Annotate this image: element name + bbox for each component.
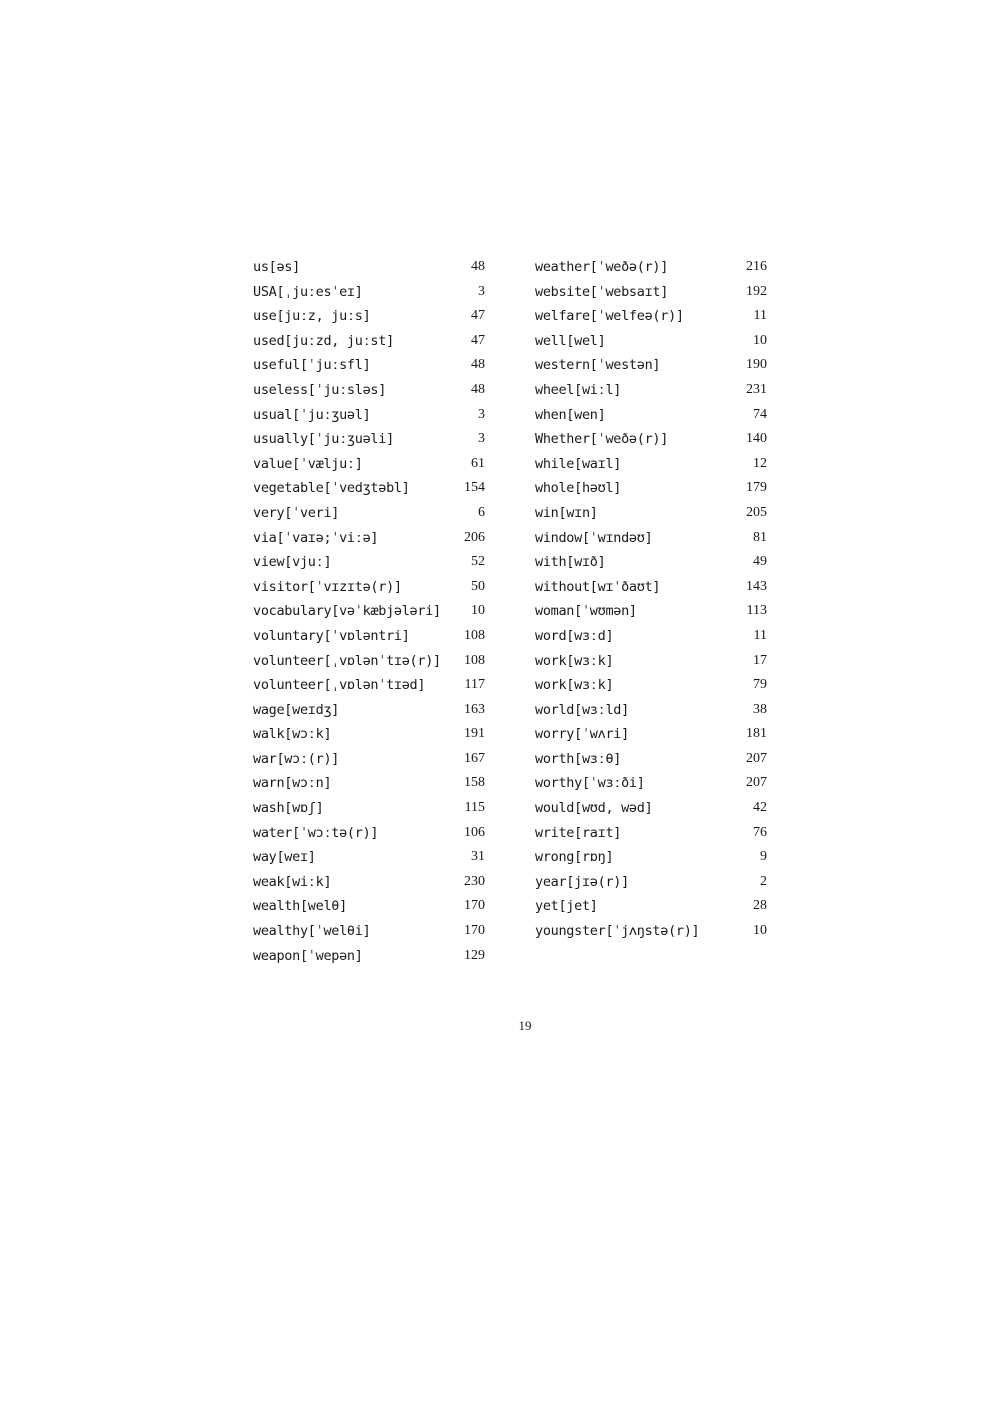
entry-word: use[juːz, juːs] [253, 308, 371, 325]
entry-word: work[wɜːk] [535, 652, 614, 669]
glossary-entry [253, 673, 485, 698]
entry-word: win[wɪn] [535, 504, 598, 521]
entry-page-ref: 3 [478, 406, 485, 422]
entry-page-ref: 192 [746, 283, 767, 299]
entry-word: wealthy[ˈwelθi] [253, 923, 371, 940]
glossary-entry [535, 501, 767, 526]
glossary-entry [535, 796, 767, 821]
entry-page-ref: 3 [478, 431, 485, 447]
entry-word: very[ˈveri] [253, 504, 340, 521]
entry-page-ref: 2 [760, 873, 767, 889]
glossary-entry [535, 649, 767, 674]
entry-word: whole[həʊl] [535, 480, 622, 497]
glossary-entry [253, 845, 485, 870]
glossary-entry [535, 698, 767, 723]
entry-word: would[wʊd, wəd] [535, 800, 653, 817]
entry-page-ref: 181 [746, 726, 767, 742]
entry-word: wealth[welθ] [253, 898, 347, 915]
glossary-entry [535, 599, 767, 624]
glossary-entry [253, 919, 485, 944]
glossary-entry [535, 771, 767, 796]
entry-word: Whether[ˈweðə(r)] [535, 431, 669, 448]
entry-page-ref: 12 [753, 455, 767, 471]
glossary-entry [253, 649, 485, 674]
glossary-entry [253, 796, 485, 821]
entry-word: weak[wiːk] [253, 873, 332, 890]
entry-word: vocabulary[vəˈkæbjələri] [253, 603, 441, 620]
entry-page-ref: 10 [753, 923, 767, 939]
glossary-entry [535, 747, 767, 772]
entry-word: used[juːzd, juːst] [253, 332, 394, 349]
glossary-entry [535, 452, 767, 477]
page-number: 19 [518, 1018, 532, 1033]
glossary-entry [253, 280, 485, 305]
entry-page-ref: 117 [464, 677, 485, 693]
entry-word: woman[ˈwʊmən] [535, 603, 637, 620]
entry-page-ref: 3 [478, 283, 485, 299]
glossary-entry [535, 255, 767, 280]
glossary-entry [253, 255, 485, 280]
entry-page-ref: 31 [471, 849, 485, 865]
entry-page-ref: 42 [753, 800, 767, 816]
entry-page-ref: 167 [464, 750, 485, 766]
entry-page-ref: 81 [753, 529, 767, 545]
entry-word: usual[ˈjuːʒuəl] [253, 406, 371, 423]
entry-word: year[jɪə(r)] [535, 873, 629, 890]
entry-word: walk[wɔːk] [253, 726, 332, 743]
entry-word: yet[jet] [535, 898, 598, 915]
glossary-entry [253, 894, 485, 919]
entry-word: visitor[ˈvɪzɪtə(r)] [253, 578, 402, 595]
glossary-entry [253, 403, 485, 428]
entry-word: way[weɪ] [253, 849, 316, 866]
glossary-entry [253, 329, 485, 354]
entry-page-ref: 129 [464, 947, 485, 963]
entry-page-ref: 17 [753, 652, 767, 668]
entry-word: while[waɪl] [535, 455, 622, 472]
entry-word: via[ˈvaɪə;ˈviːə] [253, 529, 379, 546]
entry-page-ref: 74 [753, 406, 767, 422]
entry-page-ref: 154 [464, 480, 485, 496]
glossary-entry [535, 378, 767, 403]
entry-word: wage[weɪdʒ] [253, 701, 340, 718]
glossary-entry [535, 476, 767, 501]
entry-page-ref: 170 [464, 923, 485, 939]
entry-page-ref: 216 [746, 259, 767, 274]
glossary-entry [535, 550, 767, 575]
glossary-entry [253, 698, 485, 723]
glossary-entry [253, 427, 485, 452]
entry-word: warn[wɔːn] [253, 775, 332, 792]
entry-page-ref: 11 [753, 627, 767, 643]
glossary-entry [535, 280, 767, 305]
entry-word: wash[wɒʃ] [253, 800, 324, 817]
entry-word: volunteer[ˌvɒlənˈtɪə(r)] [253, 652, 441, 669]
entry-word: youngster[ˈjʌŋstə(r)] [535, 923, 700, 940]
glossary-entry [535, 894, 767, 919]
entry-word: worthy[ˈwɜːði] [535, 775, 645, 792]
entry-page-ref: 207 [746, 775, 767, 791]
entry-page-ref: 9 [760, 849, 767, 865]
entry-word: volunteer[ˌvɒlənˈtɪəd] [253, 677, 426, 694]
entry-page-ref: 11 [753, 308, 767, 324]
entry-page-ref: 140 [746, 431, 767, 447]
entry-word: useless[ˈjuːsləs] [253, 381, 387, 398]
glossary-entry [253, 624, 485, 649]
glossary-entry [535, 304, 767, 329]
entry-word: world[wɜːld] [535, 701, 629, 718]
entry-page-ref: 76 [753, 824, 767, 840]
glossary-entry [535, 870, 767, 895]
entry-word: worry[ˈwʌri] [535, 726, 629, 743]
glossary-entry [253, 771, 485, 796]
entry-page-ref: 191 [464, 726, 485, 742]
glossary-entry [253, 944, 485, 969]
glossary-entry [253, 870, 485, 895]
glossary-entry [535, 722, 767, 747]
entry-word: with[wɪð] [535, 554, 606, 571]
entry-word: wheel[wiːl] [535, 381, 622, 398]
glossary-column-left [253, 255, 485, 968]
entry-page-ref: 163 [464, 701, 485, 717]
entry-page-ref: 10 [471, 603, 485, 619]
entry-page-ref: 47 [471, 308, 485, 324]
glossary-entry [535, 673, 767, 698]
glossary-entry [253, 526, 485, 551]
entry-word: work[wɜːk] [535, 677, 614, 694]
glossary-entry [535, 526, 767, 551]
entry-page-ref: 106 [464, 824, 485, 840]
glossary-entry [253, 722, 485, 747]
entry-page-ref: 61 [471, 455, 485, 471]
entry-page-ref: 47 [471, 332, 485, 348]
entry-page-ref: 48 [471, 381, 485, 397]
entry-word: useful[ˈjuːsfl] [253, 357, 371, 374]
glossary-entry [253, 821, 485, 846]
entry-page-ref: 205 [746, 504, 767, 520]
glossary-entry [253, 476, 485, 501]
entry-word: wrong[rɒŋ] [535, 849, 614, 866]
glossary-entry [535, 821, 767, 846]
entry-word: well[wel] [535, 332, 606, 349]
glossary-entry [535, 575, 767, 600]
glossary-entry [253, 575, 485, 600]
entry-page-ref: 170 [464, 898, 485, 914]
entry-page-ref: 50 [471, 578, 485, 594]
glossary-entry [535, 427, 767, 452]
entry-page-ref: 6 [478, 504, 485, 520]
entry-page-ref: 49 [753, 554, 767, 570]
entry-word: window[ˈwɪndəʊ] [535, 529, 653, 546]
entry-word: website[ˈwebsaɪt] [535, 283, 669, 300]
entry-page-ref: 230 [464, 873, 485, 889]
entry-page-ref: 113 [746, 603, 767, 619]
glossary-column-right [535, 255, 767, 944]
entry-word: voluntary[ˈvɒləntri] [253, 627, 410, 644]
glossary-entry [535, 353, 767, 378]
entry-word: without[wɪˈðaʊt] [535, 578, 661, 595]
entry-page-ref: 108 [464, 627, 485, 643]
entry-page-ref: 231 [746, 381, 767, 397]
glossary-entry [253, 599, 485, 624]
entry-page-ref: 38 [753, 701, 767, 717]
entry-word: vegetable[ˈvedʒtəbl] [253, 480, 410, 497]
entry-page-ref: 179 [746, 480, 767, 496]
entry-page-ref: 52 [471, 554, 485, 570]
glossary-entry [535, 919, 767, 944]
entry-page-ref: 10 [753, 332, 767, 348]
glossary-entry [535, 329, 767, 354]
entry-word: view[vjuː] [253, 554, 332, 571]
entry-word: western[ˈwestən] [535, 357, 661, 374]
entry-page-ref: 48 [471, 357, 485, 373]
entry-word: water[ˈwɔːtə(r)] [253, 824, 379, 841]
entry-word: value[ˈvæljuː] [253, 455, 363, 472]
entry-word: war[wɔː(r)] [253, 750, 340, 767]
entry-page-ref: 28 [753, 898, 767, 914]
entry-page-ref: 190 [746, 357, 767, 373]
entry-word: write[raɪt] [535, 824, 622, 841]
glossary-entry [253, 452, 485, 477]
entry-word: USA[ˌjuːesˈeɪ] [253, 283, 363, 300]
glossary-entry [535, 845, 767, 870]
glossary-entry [253, 501, 485, 526]
entry-word: word[wɜːd] [535, 627, 614, 644]
entry-word: us[əs] [253, 259, 300, 275]
entry-page-ref: 108 [464, 652, 485, 668]
entry-page-ref: 115 [464, 800, 485, 816]
entry-page-ref: 143 [746, 578, 767, 594]
glossary-entry [535, 624, 767, 649]
entry-page-ref: 158 [464, 775, 485, 791]
entry-word: welfare[ˈwelfeə(r)] [535, 308, 684, 325]
entry-page-ref: 206 [464, 529, 485, 545]
glossary-entry [253, 304, 485, 329]
glossary-entry [253, 378, 485, 403]
glossary-entry [535, 403, 767, 428]
glossary-entry [253, 550, 485, 575]
entry-word: weather[ˈweðə(r)] [535, 259, 669, 275]
entry-word: usually[ˈjuːʒuəli] [253, 431, 394, 448]
entry-word: weapon[ˈwepən] [253, 947, 363, 964]
glossary-entry [253, 747, 485, 772]
entry-page-ref: 207 [746, 750, 767, 766]
entry-word: worth[wɜːθ] [535, 750, 622, 767]
entry-page-ref: 48 [471, 259, 485, 274]
glossary-entry [253, 353, 485, 378]
entry-page-ref: 79 [753, 677, 767, 693]
entry-word: when[wen] [535, 406, 606, 423]
